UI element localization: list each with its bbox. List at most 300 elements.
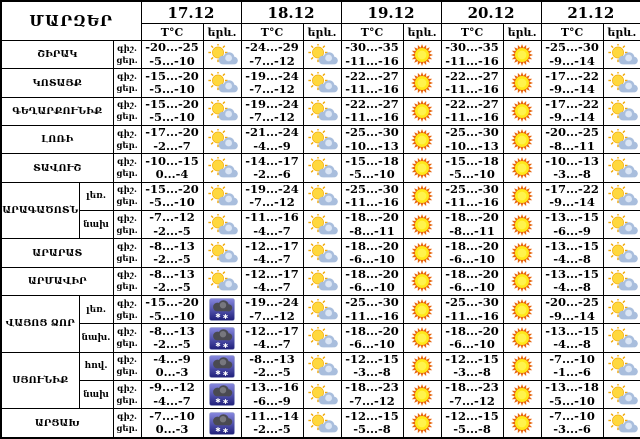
- night-temperature: -19...-24: [245, 295, 299, 310]
- night-temperature: -13...-18: [545, 380, 599, 395]
- forecast-row: [1, 352, 640, 380]
- partly-cloudy-icon: [306, 185, 338, 207]
- sunny-icon: [410, 383, 434, 407]
- day-label: ցեր.: [116, 254, 138, 265]
- night-temperature: -22...-27: [345, 68, 399, 83]
- temperature-column-header: T°C: [141, 24, 203, 41]
- partly-cloudy-icon: [606, 157, 638, 179]
- temperature-cell: [441, 324, 503, 352]
- subregion-label: նախ: [79, 211, 113, 239]
- day-label: ցեր.: [116, 169, 138, 180]
- day-temperature: -7...-12: [449, 393, 495, 408]
- weather-phenomenon-cell: [603, 324, 640, 352]
- weather-phenomenon-cell: [303, 409, 341, 438]
- night-temperature: -25...-30: [345, 182, 399, 196]
- date-header: 20.12: [441, 1, 541, 24]
- partly-cloudy-icon: [606, 44, 638, 66]
- temperature-column-header: T°C: [441, 24, 503, 41]
- temperature-cell: [141, 154, 203, 182]
- weather-phenomenon-cell: [203, 409, 241, 438]
- weather-phenomenon-cell: [303, 296, 341, 324]
- night-temperature: -19...-24: [245, 182, 299, 196]
- forecast-row: [1, 267, 640, 295]
- partly-cloudy-icon: [606, 72, 638, 94]
- sunny-icon: [510, 99, 534, 123]
- day-temperature: -3...-8: [353, 365, 391, 380]
- weather-phenomenon-cell: [403, 409, 441, 438]
- night-temperature: -8...-13: [149, 238, 195, 253]
- night-temperature: -15...-20: [145, 68, 199, 83]
- temperature-cell: [341, 352, 403, 380]
- weather-phenomenon-cell: [403, 126, 441, 154]
- day-temperature: -7...-12: [249, 53, 295, 68]
- weather-phenomenon-cell: [303, 352, 341, 380]
- day-temperature: -5...-10: [449, 167, 495, 182]
- day-temperature: -6...-10: [449, 337, 495, 352]
- day-temperature: -2...-5: [253, 422, 291, 437]
- day-label: ցեր.: [116, 84, 138, 95]
- sunny-icon: [410, 411, 434, 435]
- night-day-labels: [113, 324, 141, 352]
- phenomenon-column-header: երև.: [403, 24, 441, 41]
- day-temperature: -6...-9: [253, 393, 291, 408]
- night-label: գիշ.: [117, 412, 137, 423]
- temperature-cell: [441, 409, 503, 438]
- temperature-cell: [441, 97, 503, 125]
- temperature-cell: [541, 154, 603, 182]
- day-temperature: -9...-14: [549, 195, 595, 210]
- day-temperature: -11...-16: [445, 195, 499, 210]
- night-day-labels: [113, 154, 141, 182]
- temperature-cell: [541, 126, 603, 154]
- weather-phenomenon-cell: [403, 154, 441, 182]
- weather-phenomenon-cell: [603, 182, 640, 210]
- weather-phenomenon-cell: [203, 296, 241, 324]
- weather-phenomenon-cell: [503, 381, 541, 409]
- night-day-labels: [113, 69, 141, 97]
- day-temperature: -8...-11: [349, 223, 395, 238]
- day-label: ցեր.: [116, 395, 138, 406]
- weather-phenomenon-cell: [303, 69, 341, 97]
- night-temperature: -30...-35: [345, 40, 399, 55]
- night-temperature: -12...-15: [445, 408, 499, 423]
- temperature-cell: [541, 211, 603, 239]
- partly-cloudy-icon: [206, 72, 238, 94]
- night-temperature: -11...-16: [245, 210, 299, 225]
- day-temperature: -8...-11: [449, 223, 495, 238]
- weather-phenomenon-cell: [503, 296, 541, 324]
- temperature-cell: [341, 409, 403, 438]
- forecast-row: [1, 126, 640, 154]
- temperature-column-header: T°C: [541, 24, 603, 41]
- temperature-cell: [441, 296, 503, 324]
- night-label: գիշ.: [117, 43, 137, 54]
- night-label: գիշ.: [117, 72, 137, 83]
- weather-phenomenon-cell: [303, 211, 341, 239]
- day-temperature: -4...-7: [253, 280, 291, 295]
- day-temperature: -11...-16: [345, 110, 399, 125]
- night-temperature: -20...-25: [545, 295, 599, 310]
- temperature-cell: [341, 41, 403, 69]
- phenomenon-column-header: երև.: [203, 24, 241, 41]
- temperature-cell: [141, 69, 203, 97]
- night-temperature: -25...-30: [445, 182, 499, 196]
- partly-cloudy-icon: [306, 384, 338, 406]
- sunny-icon: [410, 184, 434, 208]
- weather-phenomenon-cell: [503, 352, 541, 380]
- night-snow-cloud-icon: [209, 355, 235, 378]
- night-temperature: -14...-17: [245, 153, 299, 168]
- temperature-cell: [541, 267, 603, 295]
- temperature-cell: [141, 97, 203, 125]
- temperature-cell: [141, 182, 203, 210]
- night-temperature: -15...-20: [145, 295, 199, 310]
- day-label: ցեր.: [116, 55, 138, 66]
- subregion-label: նախ: [79, 381, 113, 409]
- temperature-cell: [141, 324, 203, 352]
- night-temperature: -13...-15: [545, 267, 599, 281]
- sunny-icon: [510, 184, 534, 208]
- temperature-cell: [241, 409, 303, 438]
- weather-phenomenon-cell: [503, 126, 541, 154]
- day-temperature: 0...-3: [155, 422, 189, 437]
- weather-phenomenon-cell: [203, 182, 241, 210]
- day-label: ցեր.: [116, 140, 138, 151]
- day-temperature: -4...-7: [253, 223, 291, 238]
- partly-cloudy-icon: [206, 242, 238, 264]
- weather-phenomenon-cell: [603, 381, 640, 409]
- night-temperature: -19...-24: [245, 68, 299, 83]
- weather-phenomenon-cell: [303, 97, 341, 125]
- day-temperature: -11...-16: [345, 82, 399, 97]
- day-temperature: -5...-10: [149, 110, 195, 125]
- day-label: ցեր.: [116, 424, 138, 435]
- sunny-icon: [410, 241, 434, 265]
- day-label: ցեր.: [116, 310, 138, 321]
- temperature-cell: [141, 239, 203, 267]
- weather-phenomenon-cell: [503, 211, 541, 239]
- day-temperature: -4...-7: [253, 337, 291, 352]
- temperature-cell: [341, 97, 403, 125]
- night-day-labels: [113, 211, 141, 239]
- sunny-icon: [510, 43, 534, 67]
- temperature-cell: [241, 324, 303, 352]
- night-temperature: -15...-20: [145, 182, 199, 196]
- night-temperature: -18...-23: [345, 380, 399, 395]
- day-temperature: -7...-12: [249, 195, 295, 210]
- region-name: ՎԱՅՈՑ ՁՈՐ: [1, 296, 79, 353]
- night-label: գիշ.: [117, 157, 137, 168]
- region-name: ԼՈՌԻ: [1, 126, 113, 154]
- weather-phenomenon-cell: [203, 267, 241, 295]
- night-temperature: -18...-20: [345, 238, 399, 253]
- day-label: ցեր.: [116, 197, 138, 208]
- day-temperature: -6...-9: [553, 223, 591, 238]
- weather-phenomenon-cell: [603, 126, 640, 154]
- weather-phenomenon-cell: [203, 154, 241, 182]
- night-temperature: -7...-10: [149, 408, 195, 423]
- night-day-labels: [113, 126, 141, 154]
- temperature-cell: [441, 352, 503, 380]
- night-day-labels: [113, 296, 141, 324]
- day-temperature: -5...-10: [149, 195, 195, 210]
- night-label: գիշ.: [117, 213, 137, 224]
- day-temperature: -10...-13: [445, 138, 499, 153]
- night-temperature: -8...-13: [249, 352, 295, 366]
- forecast-row: [1, 324, 640, 352]
- night-temperature: -17...-22: [545, 97, 599, 111]
- night-temperature: -18...-20: [345, 323, 399, 338]
- night-snow-cloud-icon: [209, 383, 235, 406]
- temperature-cell: [241, 267, 303, 295]
- night-temperature: -18...-20: [345, 267, 399, 281]
- weather-phenomenon-cell: [603, 239, 640, 267]
- night-temperature: -15...-18: [345, 153, 399, 168]
- temperature-cell: [441, 239, 503, 267]
- weather-phenomenon-cell: [403, 267, 441, 295]
- temperature-column-header: T°C: [341, 24, 403, 41]
- day-temperature: -11...-16: [445, 82, 499, 97]
- weather-phenomenon-cell: [203, 324, 241, 352]
- night-temperature: -17...-22: [545, 68, 599, 83]
- partly-cloudy-icon: [606, 327, 638, 349]
- night-temperature: -22...-27: [445, 97, 499, 111]
- weather-phenomenon-cell: [603, 296, 640, 324]
- night-snow-cloud-icon: [209, 412, 235, 435]
- temperature-cell: [141, 296, 203, 324]
- night-temperature: -13...-15: [545, 323, 599, 338]
- night-label: գիշ.: [117, 128, 137, 139]
- regions-corner-label: ՄԱՐԶԵՐ: [1, 1, 141, 41]
- weather-phenomenon-cell: [503, 239, 541, 267]
- weather-phenomenon-cell: [403, 324, 441, 352]
- phenomenon-column-header: երև.: [603, 24, 640, 41]
- sunny-icon: [410, 326, 434, 350]
- night-temperature: -8...-13: [149, 267, 195, 281]
- day-temperature: -4...-8: [553, 252, 591, 267]
- sunny-icon: [410, 354, 434, 378]
- night-label: գիշ.: [117, 270, 137, 281]
- weather-phenomenon-cell: [503, 182, 541, 210]
- night-temperature: -13...-15: [545, 210, 599, 225]
- partly-cloudy-icon: [306, 214, 338, 236]
- sunny-icon: [410, 99, 434, 123]
- day-temperature: 0...-4: [155, 167, 189, 182]
- day-temperature: -11...-16: [445, 308, 499, 323]
- temperature-cell: [241, 41, 303, 69]
- temperature-cell: [541, 97, 603, 125]
- day-temperature: -9...-14: [549, 110, 595, 125]
- weather-phenomenon-cell: [303, 381, 341, 409]
- day-temperature: -10...-13: [345, 138, 399, 153]
- temperature-cell: [241, 381, 303, 409]
- weather-phenomenon-cell: [403, 182, 441, 210]
- region-name: ՏԱՎՈՒՇ: [1, 154, 113, 182]
- day-temperature: -9...-14: [549, 308, 595, 323]
- night-temperature: -7...-10: [549, 408, 595, 423]
- day-temperature: -5...-10: [549, 393, 595, 408]
- night-temperature: -18...-20: [445, 210, 499, 225]
- day-temperature: -4...-7: [153, 393, 191, 408]
- temperature-cell: [541, 324, 603, 352]
- day-temperature: -9...-14: [549, 53, 595, 68]
- day-temperature: -6...-10: [349, 252, 395, 267]
- day-temperature: -6...-10: [449, 252, 495, 267]
- weather-phenomenon-cell: [603, 409, 640, 438]
- weather-phenomenon-cell: [403, 97, 441, 125]
- day-temperature: -6...-10: [349, 337, 395, 352]
- subregion-label: հով.: [79, 352, 113, 380]
- forecast-row: [1, 97, 640, 125]
- day-temperature: -9...-14: [549, 82, 595, 97]
- day-temperature: -6...-10: [349, 280, 395, 295]
- night-temperature: -9...-12: [149, 380, 195, 395]
- weather-phenomenon-cell: [503, 324, 541, 352]
- night-temperature: -12...-15: [345, 352, 399, 366]
- night-temperature: -18...-20: [345, 210, 399, 225]
- partly-cloudy-icon: [606, 270, 638, 292]
- temperature-cell: [341, 126, 403, 154]
- night-label: գիշ.: [117, 383, 137, 394]
- day-temperature: -8...-11: [549, 138, 595, 153]
- night-temperature: -12...-15: [445, 352, 499, 366]
- sunny-icon: [510, 71, 534, 95]
- temperature-cell: [441, 126, 503, 154]
- temperature-cell: [541, 409, 603, 438]
- night-temperature: -7...-12: [149, 210, 195, 225]
- day-label: ցեր.: [116, 225, 138, 236]
- night-day-labels: [113, 239, 141, 267]
- forecast-row: [1, 182, 640, 210]
- night-temperature: -20...-25: [545, 125, 599, 140]
- weather-phenomenon-cell: [603, 352, 640, 380]
- weather-phenomenon-cell: [203, 211, 241, 239]
- night-temperature: -30...-35: [445, 40, 499, 55]
- temperature-cell: [541, 381, 603, 409]
- sunny-icon: [510, 411, 534, 435]
- night-temperature: -10...-15: [145, 153, 199, 168]
- night-temperature: -4...-9: [153, 352, 191, 366]
- night-temperature: -12...-17: [245, 323, 299, 338]
- day-temperature: -11...-16: [345, 53, 399, 68]
- day-temperature: -4...-9: [253, 138, 291, 153]
- day-temperature: -7...-12: [249, 82, 295, 97]
- day-temperature: -11...-16: [445, 110, 499, 125]
- night-temperature: -17...-20: [145, 125, 199, 140]
- region-name: ԱՐԱՐԱՏ: [1, 239, 113, 267]
- temperature-cell: [341, 211, 403, 239]
- partly-cloudy-icon: [306, 129, 338, 151]
- sunny-icon: [510, 269, 534, 293]
- forecast-row: [1, 41, 640, 69]
- temperature-cell: [241, 126, 303, 154]
- night-temperature: -25...-30: [345, 295, 399, 310]
- sunny-icon: [410, 71, 434, 95]
- weather-phenomenon-cell: [203, 352, 241, 380]
- night-temperature: -21...-24: [245, 125, 299, 140]
- temperature-cell: [141, 211, 203, 239]
- day-temperature: -3...-8: [553, 167, 591, 182]
- partly-cloudy-icon: [206, 157, 238, 179]
- day-temperature: -7...-12: [349, 393, 395, 408]
- weather-phenomenon-cell: [503, 409, 541, 438]
- sunny-icon: [510, 354, 534, 378]
- day-temperature: -7...-12: [249, 110, 295, 125]
- temperature-cell: [341, 324, 403, 352]
- temperature-cell: [441, 267, 503, 295]
- day-temperature: -6...-10: [449, 280, 495, 295]
- night-day-labels: [113, 97, 141, 125]
- day-temperature: -5...-8: [353, 422, 391, 437]
- night-snow-cloud-icon: [209, 327, 235, 350]
- day-temperature: -2...-5: [153, 252, 191, 267]
- day-temperature: -4...-8: [553, 280, 591, 295]
- sunny-icon: [410, 213, 434, 237]
- night-temperature: -18...-23: [445, 380, 499, 395]
- date-header: 17.12: [141, 1, 241, 24]
- weather-phenomenon-cell: [203, 381, 241, 409]
- date-header: 18.12: [241, 1, 341, 24]
- temperature-cell: [441, 182, 503, 210]
- partly-cloudy-icon: [606, 129, 638, 151]
- temperature-cell: [341, 154, 403, 182]
- night-temperature: -12...-17: [245, 238, 299, 253]
- weather-phenomenon-cell: [503, 69, 541, 97]
- phenomenon-column-header: երև.: [503, 24, 541, 41]
- partly-cloudy-icon: [206, 100, 238, 122]
- night-temperature: -11...-14: [245, 408, 299, 423]
- partly-cloudy-icon: [206, 270, 238, 292]
- weather-phenomenon-cell: [303, 182, 341, 210]
- temperature-cell: [441, 154, 503, 182]
- temperature-cell: [341, 239, 403, 267]
- weather-phenomenon-cell: [303, 324, 341, 352]
- temperature-cell: [541, 239, 603, 267]
- day-temperature: -11...-16: [445, 53, 499, 68]
- table-header: [1, 1, 640, 41]
- weather-phenomenon-cell: [403, 381, 441, 409]
- weather-phenomenon-cell: [203, 41, 241, 69]
- partly-cloudy-icon: [606, 185, 638, 207]
- region-name: ԳԵՂԱՐՔՈՒՆԻՔ: [1, 97, 113, 125]
- date-header-row: [1, 1, 640, 24]
- forecast-row: [1, 409, 640, 438]
- night-temperature: -12...-15: [345, 408, 399, 423]
- day-label: ցեր.: [116, 367, 138, 378]
- night-temperature: -15...-20: [145, 97, 199, 111]
- subregion-label: նախ.: [79, 324, 113, 352]
- sunny-icon: [510, 128, 534, 152]
- night-day-labels: [113, 182, 141, 210]
- day-label: ցեր.: [116, 112, 138, 123]
- sunny-icon: [510, 241, 534, 265]
- forecast-rows: [1, 41, 640, 439]
- temperature-cell: [541, 182, 603, 210]
- weather-phenomenon-cell: [603, 41, 640, 69]
- temperature-cell: [141, 409, 203, 438]
- weather-phenomenon-cell: [203, 69, 241, 97]
- night-temperature: -18...-20: [445, 238, 499, 253]
- day-temperature: -5...-8: [453, 422, 491, 437]
- temperature-cell: [541, 69, 603, 97]
- partly-cloudy-icon: [206, 214, 238, 236]
- weather-phenomenon-cell: [403, 296, 441, 324]
- temperature-cell: [541, 41, 603, 69]
- temperature-column-header: T°C: [241, 24, 303, 41]
- weather-phenomenon-cell: [303, 154, 341, 182]
- night-label: գիշ.: [117, 100, 137, 111]
- partly-cloudy-icon: [306, 270, 338, 292]
